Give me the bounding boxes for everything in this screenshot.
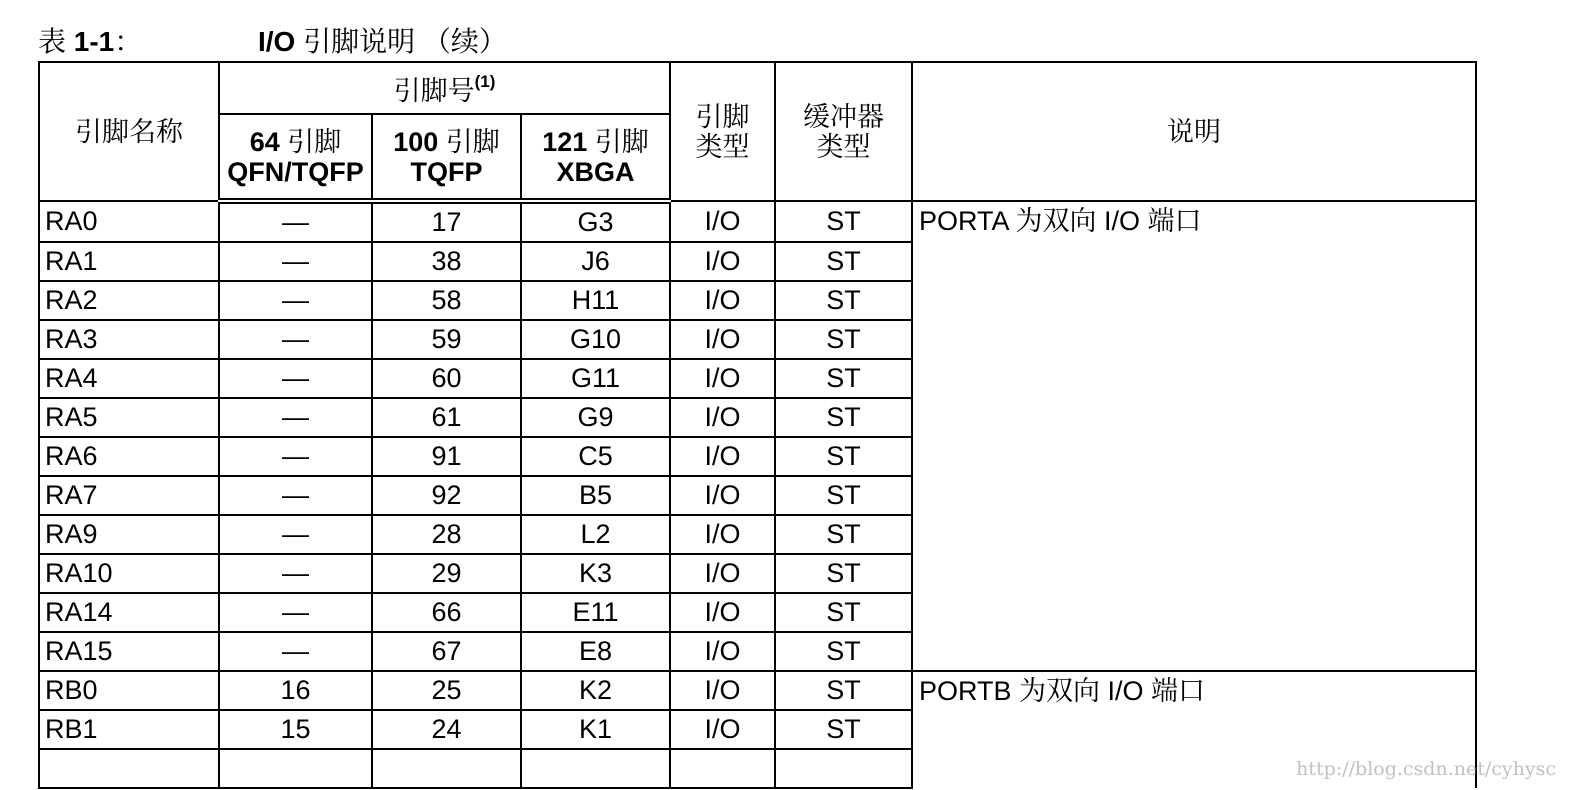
- pin-100-cell: 59: [372, 320, 521, 359]
- buffer-type-cell: ST: [775, 632, 912, 671]
- pin-64-cell: —: [219, 437, 372, 476]
- pin-64-cell: —: [219, 632, 372, 671]
- header-64-pin: 64 引脚 QFN/TQFP: [219, 114, 372, 201]
- pin-type-cell: I/O: [670, 359, 775, 398]
- watermark: http://blog.csdn.net/cyhysc: [1296, 758, 1556, 780]
- pin-64-cell: —: [219, 320, 372, 359]
- pin-100-cell: 25: [372, 671, 521, 710]
- pin-100-cell: 92: [372, 476, 521, 515]
- pin-121-cell: G11: [521, 359, 670, 398]
- pin-100-cell: 29: [372, 554, 521, 593]
- table-row: [39, 201, 1476, 242]
- portb-description: PORTB 为双向 I/O 端口: [912, 671, 1476, 788]
- footnote-marker: (1): [474, 72, 496, 91]
- pin-100-cell: 58: [372, 281, 521, 320]
- header-pin-name: 引脚名称: [39, 62, 219, 201]
- pin-121-cell: K3: [521, 554, 670, 593]
- pin-100-cell: 66: [372, 593, 521, 632]
- pin-name-cell: RA14: [39, 593, 219, 632]
- buffer-type-cell: ST: [775, 437, 912, 476]
- buffer-type-cell: ST: [775, 476, 912, 515]
- pin-name-cell: RA5: [39, 398, 219, 437]
- pin-64-cell: —: [219, 515, 372, 554]
- pin-100-cell: 67: [372, 632, 521, 671]
- buffer-type-cell: ST: [775, 710, 912, 749]
- buffer-type-cell: ST: [775, 554, 912, 593]
- pin-type-cell: I/O: [670, 242, 775, 281]
- pin-name-cell: RA1: [39, 242, 219, 281]
- pin-121-cell: L2: [521, 515, 670, 554]
- pin-64-cell: 15: [219, 710, 372, 749]
- table-row: [39, 671, 1476, 710]
- pin-121-cell: [521, 749, 670, 788]
- pin-121-cell: G3: [521, 201, 670, 242]
- porta-description: PORTA 为双向 I/O 端口: [912, 201, 1476, 671]
- pin-64-cell: —: [219, 593, 372, 632]
- pin-64-cell: —: [219, 201, 372, 242]
- pin-name-cell: RA9: [39, 515, 219, 554]
- pin-type-cell: I/O: [670, 632, 775, 671]
- pin-name-cell: RB0: [39, 671, 219, 710]
- header-buffer-type: 缓冲器 类型: [775, 62, 912, 201]
- pin-64-cell: 16: [219, 671, 372, 710]
- pin-type-cell: I/O: [670, 398, 775, 437]
- header-pin-type: 引脚 类型: [670, 62, 775, 201]
- pin-64-cell: —: [219, 554, 372, 593]
- pin-type-cell: I/O: [670, 593, 775, 632]
- pin-100-cell: 17: [372, 201, 521, 242]
- pin-type-cell: I/O: [670, 201, 775, 242]
- pin-64-cell: —: [219, 398, 372, 437]
- pin-type-cell: I/O: [670, 437, 775, 476]
- pin-name-cell: RA6: [39, 437, 219, 476]
- pin-100-cell: 61: [372, 398, 521, 437]
- buffer-type-cell: ST: [775, 671, 912, 710]
- pin-121-cell: B5: [521, 476, 670, 515]
- pin-121-cell: G10: [521, 320, 670, 359]
- pin-121-cell: H11: [521, 281, 670, 320]
- table-number: 表 1-1：: [38, 26, 143, 57]
- pin-type-cell: I/O: [670, 320, 775, 359]
- pin-64-cell: —: [219, 242, 372, 281]
- pin-name-cell: RA2: [39, 281, 219, 320]
- buffer-type-cell: ST: [775, 281, 912, 320]
- pin-100-cell: [372, 749, 521, 788]
- pin-type-cell: I/O: [670, 710, 775, 749]
- pin-121-cell: E8: [521, 632, 670, 671]
- pin-121-cell: J6: [521, 242, 670, 281]
- pin-name-cell: RA0: [39, 201, 219, 242]
- pin-121-cell: G9: [521, 398, 670, 437]
- pin-100-cell: 24: [372, 710, 521, 749]
- header-pin-number: 引脚号$^{(1)}$: [219, 62, 670, 114]
- buffer-type-cell: ST: [775, 201, 912, 242]
- pin-121-cell: K1: [521, 710, 670, 749]
- pin-64-cell: —: [219, 359, 372, 398]
- table-title: I/O 引脚说明 （续）: [258, 26, 507, 57]
- pin-100-cell: 91: [372, 437, 521, 476]
- pin-name-cell: RA15: [39, 632, 219, 671]
- pin-type-cell: I/O: [670, 515, 775, 554]
- pin-100-cell: 60: [372, 359, 521, 398]
- pin-name-cell: RA4: [39, 359, 219, 398]
- buffer-type-cell: ST: [775, 515, 912, 554]
- pin-name-cell: RA7: [39, 476, 219, 515]
- pin-type-cell: [670, 749, 775, 788]
- pin-121-cell: E11: [521, 593, 670, 632]
- pin-type-cell: I/O: [670, 281, 775, 320]
- pin-name-cell: RA10: [39, 554, 219, 593]
- buffer-type-cell: [775, 749, 912, 788]
- pin-64-cell: [219, 749, 372, 788]
- buffer-type-cell: ST: [775, 320, 912, 359]
- pin-type-cell: I/O: [670, 554, 775, 593]
- buffer-type-cell: ST: [775, 242, 912, 281]
- pin-type-cell: I/O: [670, 476, 775, 515]
- pin-name-cell: RB1: [39, 710, 219, 749]
- header-description: 说明: [912, 62, 1476, 201]
- buffer-type-cell: ST: [775, 359, 912, 398]
- pin-name-cell: [39, 749, 219, 788]
- pin-100-cell: 28: [372, 515, 521, 554]
- pin-64-cell: —: [219, 476, 372, 515]
- pin-type-cell: I/O: [670, 671, 775, 710]
- pin-121-cell: C5: [521, 437, 670, 476]
- pin-64-cell: —: [219, 281, 372, 320]
- header-100-pin: 100 引脚 TQFP: [372, 114, 521, 201]
- pin-name-cell: RA3: [39, 320, 219, 359]
- buffer-type-cell: ST: [775, 593, 912, 632]
- buffer-type-cell: ST: [775, 398, 912, 437]
- pin-description-table: [38, 61, 1477, 789]
- pin-100-cell: 38: [372, 242, 521, 281]
- header-121-pin: 121 引脚 XBGA: [521, 114, 670, 201]
- pin-121-cell: K2: [521, 671, 670, 710]
